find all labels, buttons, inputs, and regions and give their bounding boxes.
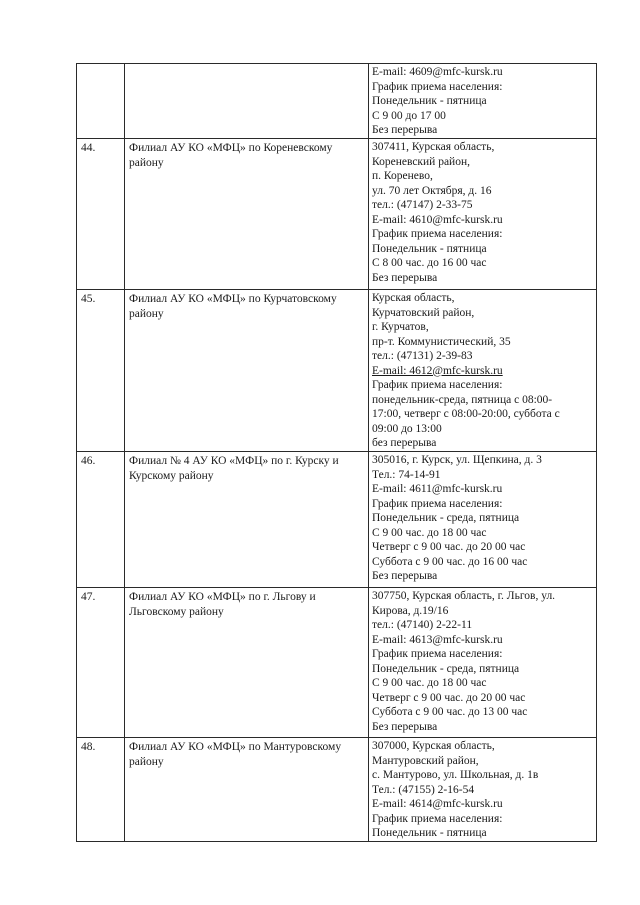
table-row xyxy=(77,290,597,452)
info-line: Четверг с 9 00 час. до 20 00 час xyxy=(372,691,526,704)
info-line: Понедельник - среда, пятница xyxy=(372,512,520,524)
branch-info xyxy=(369,64,597,139)
branch-info xyxy=(369,588,597,738)
info-line: Суббота с 9 00 час. до 13 00 час xyxy=(372,706,528,718)
info-line: E-mail: 4614@mfc-kursk.ru xyxy=(372,798,503,810)
info-line: Курская область, xyxy=(372,292,455,304)
table-row xyxy=(77,139,597,290)
info-line: График приема населения: xyxy=(372,648,503,660)
row-number: 47. xyxy=(77,588,125,738)
branch-info xyxy=(369,738,597,842)
info-line: С 9 00 час. до 18 00 час xyxy=(372,526,487,539)
info-line: Кореневский район, xyxy=(372,155,470,168)
branch-name: Филиал АУ КО «МФЦ» по Кореневскому району xyxy=(125,139,369,290)
info-line: E-mail: 4613@mfc-kursk.ru xyxy=(372,633,503,646)
info-line: График приема населения: xyxy=(372,228,503,240)
info-line: Без перерыва xyxy=(372,570,438,582)
info-line: Суббота с 9 00 час. до 16 00 час xyxy=(372,555,528,568)
branches-table-body xyxy=(77,64,597,842)
info-line: Мантуровский район, xyxy=(372,754,479,767)
row-number xyxy=(77,64,125,139)
info-line: тел.: (47140) 2-22-11 xyxy=(372,619,473,631)
info-line: ул. 70 лет Октября, д. 16 xyxy=(372,184,492,197)
info-line: Кирова, д.19/16 xyxy=(372,604,449,617)
info-line: Четверг с 9 00 час. до 20 00 час xyxy=(372,541,526,553)
branch-info xyxy=(369,290,597,452)
info-line: тел.: (47131) 2-39-83 xyxy=(372,350,473,362)
branch-info xyxy=(369,139,597,290)
branch-name: Филиал АУ КО «МФЦ» по Курчатовскому району xyxy=(125,290,369,452)
info-line: 307000, Курская область, xyxy=(372,740,495,752)
info-line: Тел.: 74-14-91 xyxy=(372,468,441,481)
branch-name: Филиал № 4 АУ КО «МФЦ» по г. Курску и Курскому району xyxy=(125,452,369,588)
table-row xyxy=(77,738,597,842)
info-line: E-mail: 4609@mfc-kursk.ru xyxy=(372,66,503,78)
table-row xyxy=(77,452,597,588)
info-line: Без перерыва xyxy=(372,271,438,284)
info-line: 09:00 до 13:00 xyxy=(372,422,442,435)
info-line: Тел.: (47155) 2-16-54 xyxy=(372,783,475,796)
info-line: График приема населения: xyxy=(372,80,503,93)
info-line: С 8 00 час. до 16 00 час xyxy=(372,257,487,269)
branch-info xyxy=(369,452,597,588)
info-line: 307750, Курская область, г. Льгов, ул. xyxy=(372,590,556,602)
table-row xyxy=(77,588,597,738)
info-line: с. Мантурово, ул. Школьная, д. 1в xyxy=(372,769,539,781)
row-number: 48. xyxy=(77,738,125,842)
info-line: 307411, Курская область, xyxy=(372,141,495,153)
info-line: 305016, г. Курск, ул. Щепкина, д. 3 xyxy=(372,454,542,466)
info-line: г. Курчатов, xyxy=(372,321,429,333)
info-line: График приема населения: xyxy=(372,497,503,510)
info-line: Без перерыва xyxy=(372,720,438,733)
info-line: С 9 00 до 17 00 xyxy=(372,109,446,122)
info-line: Курчатовский район, xyxy=(372,306,475,319)
info-line: E-mail: 4610@mfc-kursk.ru xyxy=(372,213,503,226)
row-number: 45. xyxy=(77,290,125,452)
info-line: п. Коренево, xyxy=(372,170,433,182)
info-line: понедельник-среда, пятница с 08:00- xyxy=(372,393,553,406)
info-line: График приема населения: xyxy=(372,812,503,825)
info-line: 17:00, четверг с 08:00-20:00, суббота с xyxy=(372,408,560,420)
info-line: Понедельник - среда, пятница xyxy=(372,662,520,675)
info-line: E-mail: 4611@mfc-kursk.ru xyxy=(372,483,503,495)
branches-table xyxy=(76,63,597,842)
info-line: Понедельник - пятница xyxy=(372,242,487,255)
table-row xyxy=(77,64,597,139)
branch-name xyxy=(125,64,369,139)
info-line: Без перерыва xyxy=(372,124,438,136)
row-number: 46. xyxy=(77,452,125,588)
info-line: E-mail: 4612@mfc-kursk.ru xyxy=(372,364,503,377)
info-line: График приема населения: xyxy=(372,379,503,391)
info-line: Понедельник - пятница xyxy=(372,827,487,839)
branch-name: Филиал АУ КО «МФЦ» по г. Льгову и Льговскому району xyxy=(125,588,369,738)
info-line: Понедельник - пятница xyxy=(372,95,487,107)
info-line: без перерыва xyxy=(372,437,437,449)
info-line: тел.: (47147) 2-33-75 xyxy=(372,199,473,211)
row-number: 44. xyxy=(77,139,125,290)
branch-name: Филиал АУ КО «МФЦ» по Мантуровскому району xyxy=(125,738,369,842)
info-line: С 9 00 час. до 18 00 час xyxy=(372,677,487,689)
info-line: пр-т. Коммунистический, 35 xyxy=(372,335,511,348)
